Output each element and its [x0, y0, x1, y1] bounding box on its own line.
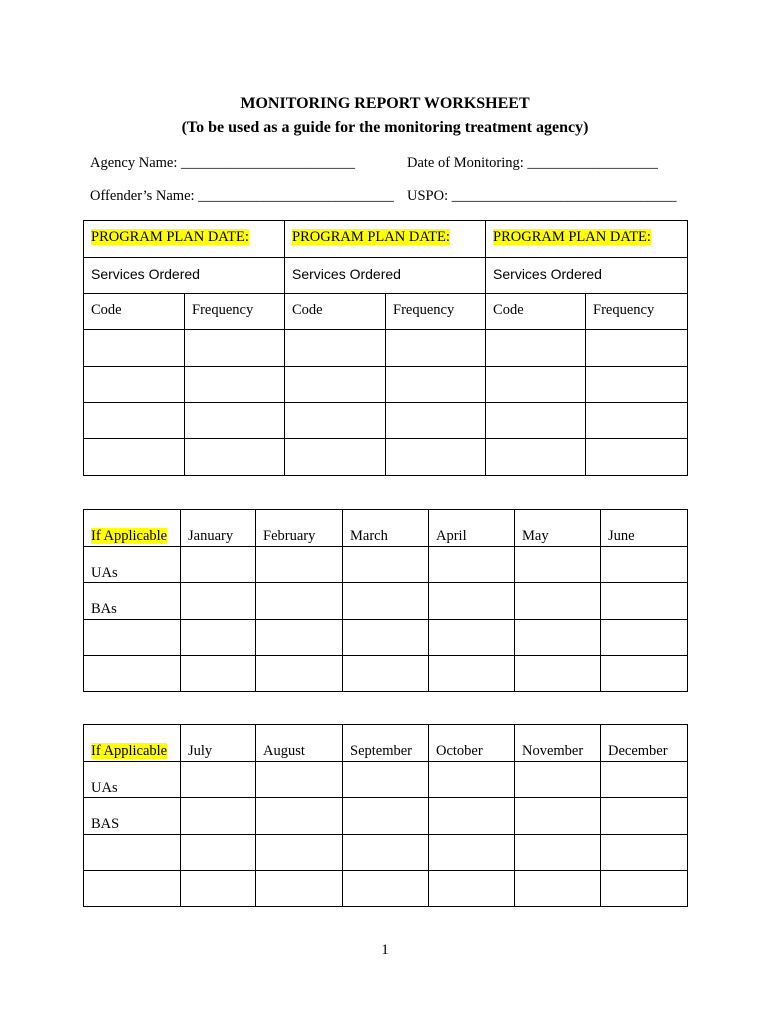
blank-cell[interactable] [486, 367, 586, 403]
blank-cell[interactable] [601, 547, 688, 583]
blank-cell[interactable] [515, 798, 601, 835]
blank-cell[interactable] [429, 620, 515, 656]
blank-cell[interactable] [343, 835, 429, 871]
blank-cell[interactable] [601, 835, 688, 871]
blank-cell[interactable] [429, 798, 515, 835]
blank-cell[interactable] [601, 620, 688, 656]
program-plan-date-label: PROGRAM PLAN DATE: [292, 229, 450, 245]
services-ordered-cell: Services Ordered [84, 258, 285, 294]
month-header-january: January [181, 510, 256, 547]
blank-cell[interactable] [601, 798, 688, 835]
date-of-monitoring-field[interactable]: Date of Monitoring: __________________ [407, 155, 658, 171]
months-table-jan-jun [83, 509, 688, 692]
blank-cell[interactable] [181, 835, 256, 871]
frequency-header: Frequency [386, 294, 486, 330]
blank-cell[interactable] [84, 403, 185, 439]
blank-cell[interactable] [185, 439, 285, 476]
blank-cell[interactable] [586, 367, 688, 403]
blank-cell[interactable] [601, 762, 688, 798]
blank-cell[interactable] [84, 871, 181, 907]
table-row [84, 656, 688, 692]
frequency-header: Frequency [185, 294, 285, 330]
agency-name-field[interactable]: Agency Name: ________________________ [90, 155, 355, 171]
blank-cell[interactable] [601, 583, 688, 620]
blank-cell[interactable] [84, 656, 181, 692]
blank-cell[interactable] [181, 762, 256, 798]
month-header-february: February [256, 510, 343, 547]
blank-cell[interactable] [586, 330, 688, 367]
blank-cell[interactable] [343, 583, 429, 620]
table-row [84, 583, 688, 620]
blank-cell[interactable] [515, 547, 601, 583]
services-ordered-cell: Services Ordered [486, 258, 688, 294]
blank-cell[interactable] [515, 871, 601, 907]
month-header-september: September [343, 725, 429, 762]
blank-cell[interactable] [84, 620, 181, 656]
row-label-bas: BAs [84, 583, 181, 620]
blank-cell[interactable] [515, 835, 601, 871]
blank-cell[interactable] [343, 762, 429, 798]
blank-cell[interactable] [84, 367, 185, 403]
blank-cell[interactable] [343, 871, 429, 907]
blank-cell[interactable] [181, 798, 256, 835]
blank-cell[interactable] [285, 439, 386, 476]
month-header-may: May [515, 510, 601, 547]
table-row [84, 439, 688, 476]
blank-cell[interactable] [256, 620, 343, 656]
offenders-name-field[interactable]: Offender’s Name: ___________________________ [90, 188, 394, 204]
table-row [84, 762, 688, 798]
month-header-november: November [515, 725, 601, 762]
blank-cell[interactable] [429, 871, 515, 907]
blank-cell[interactable] [515, 583, 601, 620]
blank-cell[interactable] [586, 403, 688, 439]
month-header-august: August [256, 725, 343, 762]
month-header-april: April [429, 510, 515, 547]
blank-cell[interactable] [386, 330, 486, 367]
blank-cell[interactable] [181, 547, 256, 583]
table-row [84, 835, 688, 871]
table-row [84, 871, 688, 907]
blank-cell[interactable] [181, 620, 256, 656]
blank-cell[interactable] [429, 583, 515, 620]
months-table-jul-dec [83, 724, 688, 907]
blank-cell[interactable] [486, 403, 586, 439]
table-row [84, 403, 688, 439]
blank-cell[interactable] [486, 439, 586, 476]
code-header: Code [285, 294, 386, 330]
code-header: Code [84, 294, 185, 330]
month-header-june: June [601, 510, 688, 547]
month-header-december: December [601, 725, 688, 762]
blank-cell[interactable] [181, 656, 256, 692]
table-row [84, 330, 688, 367]
if-applicable-header: If Applicable [84, 510, 181, 547]
blank-cell[interactable] [285, 403, 386, 439]
month-header-march: March [343, 510, 429, 547]
program-plan-date-label: PROGRAM PLAN DATE: [493, 229, 651, 245]
blank-cell[interactable] [256, 835, 343, 871]
blank-cell[interactable] [185, 403, 285, 439]
blank-cell[interactable] [256, 762, 343, 798]
blank-cell[interactable] [181, 583, 256, 620]
blank-cell[interactable] [256, 656, 343, 692]
program-plan-date-cell-1[interactable] [84, 221, 285, 258]
row-label-uas: UAs [84, 762, 181, 798]
blank-cell[interactable] [343, 798, 429, 835]
blank-cell[interactable] [601, 656, 688, 692]
month-header-july: July [181, 725, 256, 762]
blank-cell[interactable] [386, 403, 486, 439]
blank-cell[interactable] [515, 620, 601, 656]
table-row [84, 798, 688, 835]
month-header-october: October [429, 725, 515, 762]
blank-cell[interactable] [429, 547, 515, 583]
services-ordered-cell: Services Ordered [285, 258, 486, 294]
blank-cell[interactable] [256, 547, 343, 583]
blank-cell[interactable] [586, 439, 688, 476]
if-applicable-header: If Applicable [84, 725, 181, 762]
blank-cell[interactable] [515, 656, 601, 692]
blank-cell[interactable] [343, 656, 429, 692]
blank-cell[interactable] [256, 583, 343, 620]
blank-cell[interactable] [181, 871, 256, 907]
frequency-header: Frequency [586, 294, 688, 330]
blank-cell[interactable] [185, 367, 285, 403]
blank-cell[interactable] [343, 620, 429, 656]
row-label-uas: UAs [84, 547, 181, 583]
table-row [84, 547, 688, 583]
document-title: MONITORING REPORT WORKSHEET [240, 95, 530, 112]
blank-cell[interactable] [185, 330, 285, 367]
blank-cell[interactable] [285, 367, 386, 403]
blank-cell[interactable] [386, 439, 486, 476]
page-number: 1 [381, 942, 389, 958]
blank-cell[interactable] [386, 367, 486, 403]
program-plan-table [83, 220, 688, 476]
blank-cell[interactable] [486, 330, 586, 367]
blank-cell[interactable] [515, 762, 601, 798]
blank-cell[interactable] [429, 835, 515, 871]
blank-cell[interactable] [429, 762, 515, 798]
code-header: Code [486, 294, 586, 330]
table-row [84, 367, 688, 403]
uspo-field[interactable]: USPO: _______________________________ [407, 188, 677, 204]
blank-cell[interactable] [429, 656, 515, 692]
document-subtitle: (To be used as a guide for the monitoring treatment agency) [181, 119, 589, 136]
blank-cell[interactable] [256, 798, 343, 835]
blank-cell[interactable] [84, 835, 181, 871]
table-row [84, 620, 688, 656]
blank-cell[interactable] [84, 439, 185, 476]
program-plan-date-cell-3[interactable] [486, 221, 688, 258]
blank-cell[interactable] [601, 871, 688, 907]
blank-cell[interactable] [285, 330, 386, 367]
program-plan-date-cell-2[interactable] [285, 221, 486, 258]
blank-cell[interactable] [84, 330, 185, 367]
blank-cell[interactable] [343, 547, 429, 583]
blank-cell[interactable] [256, 871, 343, 907]
row-label-bas: BAS [84, 798, 181, 835]
program-plan-date-label: PROGRAM PLAN DATE: [91, 229, 249, 245]
